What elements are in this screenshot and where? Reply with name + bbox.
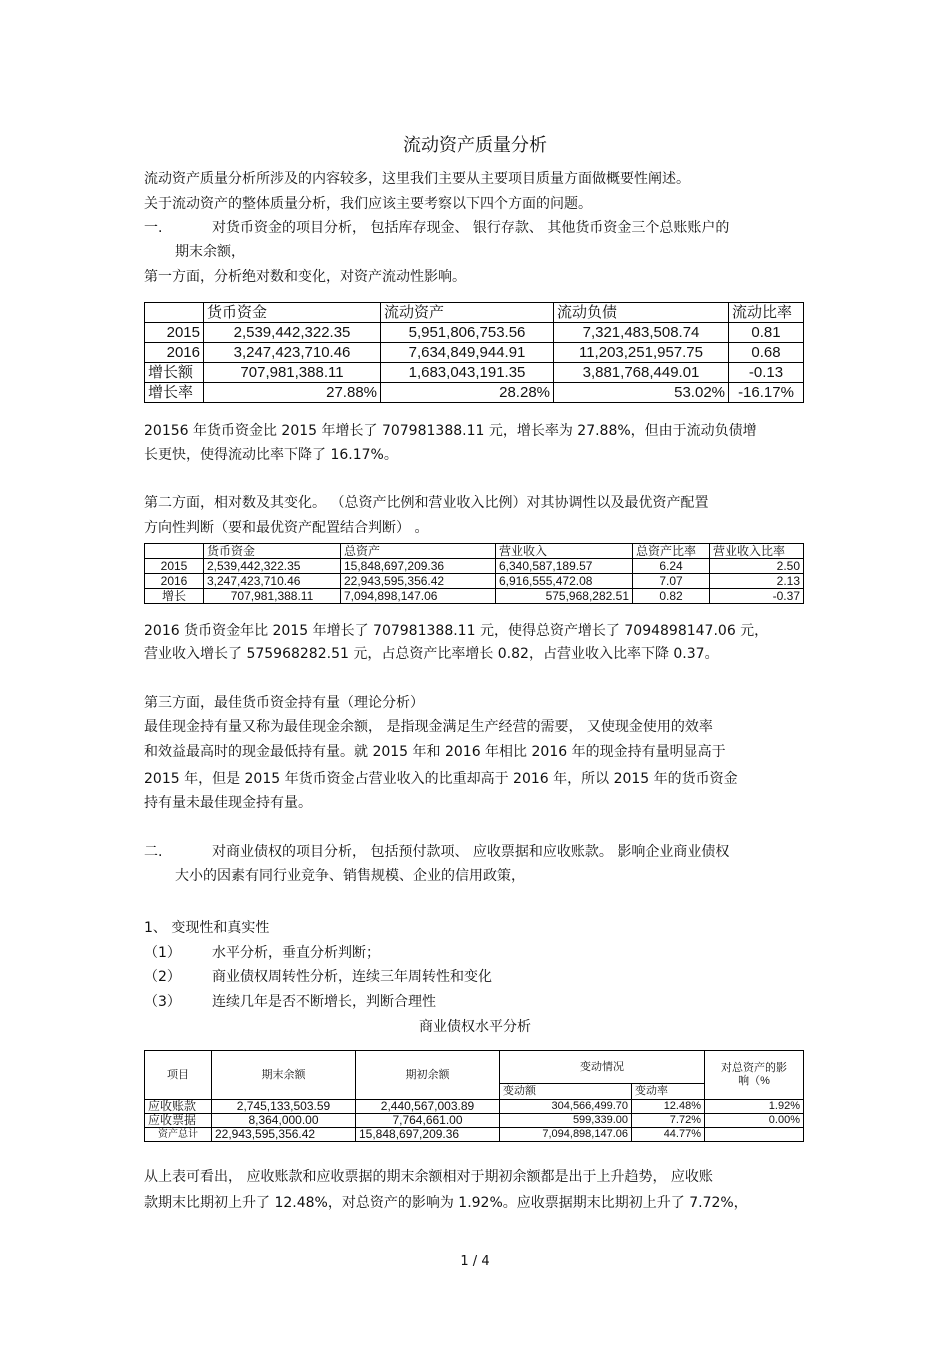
aspect-2-heading-1: 第二方面，相对数及其变化。 （总资产比例和营业收入比例）对其协调性以及最优资产配置 bbox=[144, 495, 709, 511]
header-cell: 总资产比率 bbox=[633, 544, 710, 559]
header-cell bbox=[145, 303, 204, 323]
table-cell: 44.77% bbox=[632, 1128, 705, 1142]
table-cell: 7,321,483,508.74 bbox=[554, 323, 729, 343]
table-cell: 资产总计 bbox=[145, 1128, 212, 1142]
table-header-row bbox=[145, 303, 804, 323]
list-item-text: 商业债权周转性分析，连续三年周转性和变化 bbox=[212, 969, 492, 985]
aspect-3-line-4: 持有量未最佳现金持有量。 bbox=[144, 795, 312, 811]
table-cell: 27.88% bbox=[204, 383, 381, 403]
table-cell bbox=[705, 1128, 804, 1142]
table-cell: 0.00% bbox=[705, 1114, 804, 1128]
table-row bbox=[145, 589, 804, 604]
table-3-caption: 商业债权水平分析 bbox=[419, 1019, 531, 1035]
header-cell bbox=[705, 1051, 804, 1100]
table-cell: 2015 bbox=[145, 323, 204, 343]
table-cell: 7,094,898,147.06 bbox=[341, 589, 496, 604]
section-1-number: 一. bbox=[144, 220, 163, 236]
table-cell: 0.82 bbox=[633, 589, 710, 604]
table-cell: 应收票据 bbox=[145, 1114, 212, 1128]
header-cell: 营业收入 bbox=[496, 544, 633, 559]
section-2-line-2: 大小的因素有同行业竞争、销售规模、企业的信用政策， bbox=[175, 868, 525, 884]
header-cell: 变动额 bbox=[500, 1084, 632, 1100]
table-cell: 22,943,595,356.42 bbox=[341, 574, 496, 589]
table-cell: 增长率 bbox=[145, 383, 204, 403]
table-cell: 599,339.00 bbox=[500, 1114, 632, 1128]
header-cell: 营业收入比率 bbox=[710, 544, 804, 559]
table-cell: -0.37 bbox=[710, 589, 804, 604]
header-cell: 变动情况 bbox=[500, 1051, 705, 1084]
table-cell: 增长额 bbox=[145, 363, 204, 383]
table-cell: 2,539,442,322.35 bbox=[204, 559, 341, 574]
aspect-3-line-3: 2015 年，但是 2015 年货币资金占营业收入的比重却高于 2016 年，所以 2015 年的货币资金 bbox=[144, 771, 738, 787]
table-cell: 3,247,423,710.46 bbox=[204, 574, 341, 589]
table-cell: 2.13 bbox=[710, 574, 804, 589]
table-cell: 8,364,000.00 bbox=[212, 1114, 356, 1128]
table-cell: 707,981,388.11 bbox=[204, 589, 341, 604]
section-2-line-1: 对商业债权的项目分析， 包括预付款项、 应收票据和应收账款。 影响企业商业债权 bbox=[212, 844, 730, 860]
intro-line-2: 关于流动资产的整体质量分析，我们应该主要考察以下四个方面的问题。 bbox=[144, 196, 592, 212]
aspect-3-heading: 第三方面，最佳货币资金持有量（理论分析） bbox=[144, 695, 424, 711]
header-line: 响（% bbox=[738, 1075, 770, 1087]
section-1-line-2: 期末余额， bbox=[175, 244, 245, 260]
header-cell: 变动率 bbox=[632, 1084, 705, 1100]
table-row bbox=[145, 1114, 804, 1128]
header-cell: 货币资金 bbox=[204, 544, 341, 559]
table-cell: 5,951,806,753.56 bbox=[381, 323, 554, 343]
table-cell: 2,539,442,322.35 bbox=[204, 323, 381, 343]
table-row bbox=[145, 383, 804, 403]
table-cell: 增长 bbox=[145, 589, 204, 604]
table-cell: 15,848,697,209.36 bbox=[356, 1128, 500, 1142]
table-cell: 应收账款 bbox=[145, 1100, 212, 1114]
list-item-text: 连续几年是否不断增长，判断合理性 bbox=[212, 994, 436, 1010]
table-cell: 28.28% bbox=[381, 383, 554, 403]
table-cell: 0.81 bbox=[729, 323, 804, 343]
aspect-1-summary-2: 长更快，使得流动比率下降了 16.17%。 bbox=[144, 447, 398, 463]
table-cell: 22,943,595,356.42 bbox=[212, 1128, 356, 1142]
table-row bbox=[145, 343, 804, 363]
conclusion-line-2: 款期末比期初上升了 12.48%，对总资产的影响为 1.92%。应收票据期末比期初上升了 7.72%， bbox=[144, 1195, 748, 1211]
aspect-2-summary-2: 营业收入增长了 575968282.51 元，占总资产比率增长 0.82，占营业收入比率下降 0.37。 bbox=[144, 646, 719, 662]
liquidity-table bbox=[144, 302, 804, 403]
table-cell: 3,247,423,710.46 bbox=[204, 343, 381, 363]
table-cell: 6,340,587,189.57 bbox=[496, 559, 633, 574]
table-row bbox=[145, 1100, 804, 1114]
table-cell: 304,566,499.70 bbox=[500, 1100, 632, 1114]
table-cell: 3,881,768,449.01 bbox=[554, 363, 729, 383]
aspect-2-heading-2: 方向性判断（要和最优资产配置结合判断） 。 bbox=[144, 520, 429, 536]
table-cell: 6,916,555,472.08 bbox=[496, 574, 633, 589]
list-item-number: （1） bbox=[144, 945, 181, 961]
table-cell: 2,745,133,503.59 bbox=[212, 1100, 356, 1114]
page-number: 1 / 4 bbox=[460, 1254, 490, 1269]
list-item-text: 水平分析，垂直分析判断； bbox=[212, 945, 380, 961]
aspect-3-line-2: 和效益最高时的现金最低持有量。就 2015 年和 2016 年相比 2016 年的现金持有量明显高于 bbox=[144, 744, 726, 760]
list-item-number: （2） bbox=[144, 969, 181, 985]
page-title: 流动资产质量分析 bbox=[403, 135, 547, 156]
table-row bbox=[145, 1128, 804, 1142]
header-cell: 流动比率 bbox=[729, 303, 804, 323]
header-cell bbox=[145, 544, 204, 559]
table-cell: 0.68 bbox=[729, 343, 804, 363]
ratio-table bbox=[144, 543, 804, 604]
table-header-row bbox=[145, 1051, 804, 1084]
table-cell: 2.50 bbox=[710, 559, 804, 574]
list-heading: 1、 变现性和真实性 bbox=[144, 920, 270, 936]
table-cell: 1.92% bbox=[705, 1100, 804, 1114]
header-cell: 期初余额 bbox=[356, 1051, 500, 1100]
header-cell: 货币资金 bbox=[204, 303, 381, 323]
table-cell: 2016 bbox=[145, 343, 204, 363]
header-cell: 项目 bbox=[145, 1051, 212, 1100]
table-cell: -16.17% bbox=[729, 383, 804, 403]
header-line: 对总资产的影 bbox=[721, 1062, 787, 1074]
receivables-table bbox=[144, 1050, 804, 1142]
table-cell: 2015 bbox=[145, 559, 204, 574]
intro-line-1: 流动资产质量分析所涉及的内容较多，这里我们主要从主要项目质量方面做概要性阐述。 bbox=[144, 171, 690, 187]
table-cell: 7,094,898,147.06 bbox=[500, 1128, 632, 1142]
table-row bbox=[145, 574, 804, 589]
section-1-line-1: 对货币资金的项目分析， 包括库存现金、 银行存款、 其他货币资金三个总账账户的 bbox=[212, 220, 730, 236]
table-cell: 11,203,251,957.75 bbox=[554, 343, 729, 363]
header-cell: 总资产 bbox=[341, 544, 496, 559]
table-cell: 2,440,567,003.89 bbox=[356, 1100, 500, 1114]
table-cell: 6.24 bbox=[633, 559, 710, 574]
table-cell: 1,683,043,191.35 bbox=[381, 363, 554, 383]
table-cell: 7.07 bbox=[633, 574, 710, 589]
table-header-row bbox=[145, 544, 804, 559]
table-cell: -0.13 bbox=[729, 363, 804, 383]
header-cell: 流动资产 bbox=[381, 303, 554, 323]
section-2-number: 二. bbox=[144, 844, 163, 860]
table-row bbox=[145, 363, 804, 383]
table-cell: 53.02% bbox=[554, 383, 729, 403]
header-cell: 期末余额 bbox=[212, 1051, 356, 1100]
aspect-1-summary-1: 20156 年货币资金比 2015 年增长了 707981388.11 元，增长率为 27.88%，但由于流动负债增 bbox=[144, 423, 757, 439]
table-cell: 7.72% bbox=[632, 1114, 705, 1128]
table-cell: 7,634,849,944.91 bbox=[381, 343, 554, 363]
aspect-2-summary-1: 2016 货币资金年比 2015 年增长了 707981388.11 元，使得总资产增长了 7094898147.06 元， bbox=[144, 623, 769, 639]
conclusion-line-1: 从上表可看出， 应收账款和应收票据的期末余额相对于期初余额都是出于上升趋势， 应收账 bbox=[144, 1169, 713, 1185]
table-cell: 707,981,388.11 bbox=[204, 363, 381, 383]
table-cell: 2016 bbox=[145, 574, 204, 589]
aspect-3-line-1: 最佳现金持有量又称为最佳现金余额， 是指现金满足生产经营的需要， 又使现金使用的效率 bbox=[144, 719, 713, 735]
header-cell: 流动负债 bbox=[554, 303, 729, 323]
table-cell: 575,968,282.51 bbox=[496, 589, 633, 604]
aspect-1-heading: 第一方面，分析绝对数和变化，对资产流动性影响。 bbox=[144, 269, 466, 285]
table-row bbox=[145, 323, 804, 343]
table-cell: 7,764,661.00 bbox=[356, 1114, 500, 1128]
table-cell: 15,848,697,209.36 bbox=[341, 559, 496, 574]
list-item-number: （3） bbox=[144, 994, 181, 1010]
table-row bbox=[145, 559, 804, 574]
table-cell: 12.48% bbox=[632, 1100, 705, 1114]
